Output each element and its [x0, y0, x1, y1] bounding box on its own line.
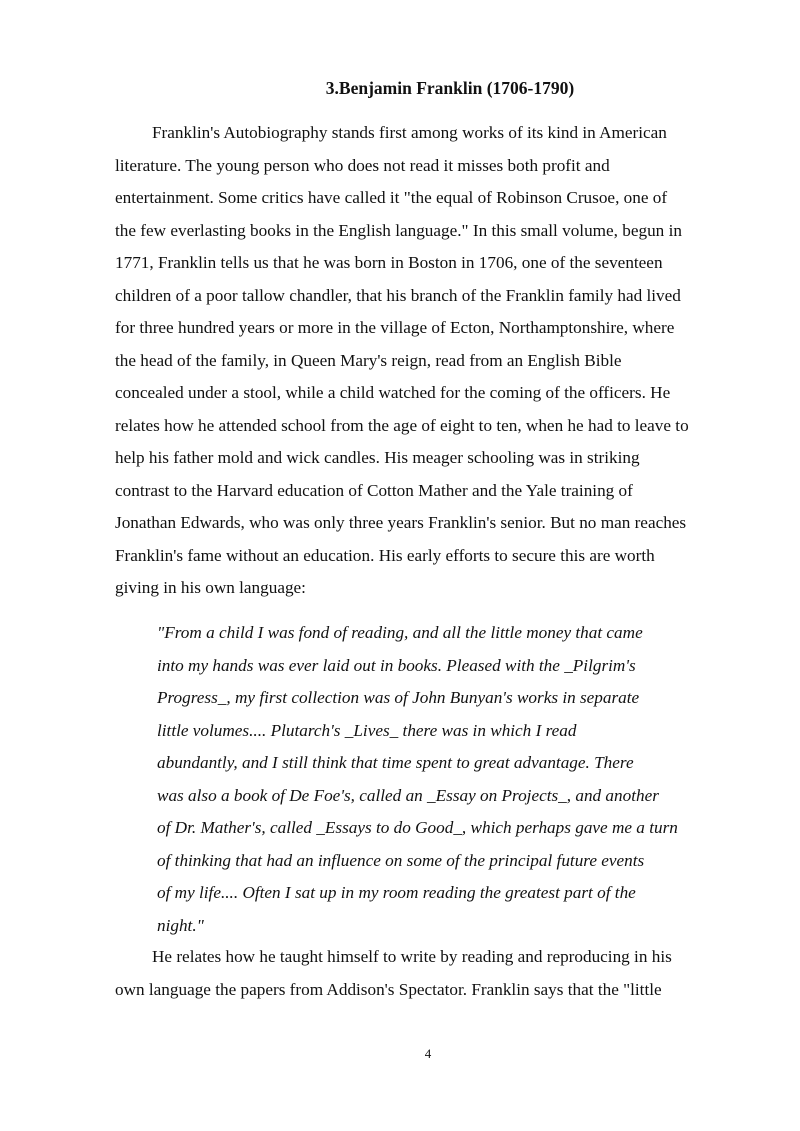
paragraph-line: 1771, Franklin tells us that he was born in Boston in 1706, one of the seventeen [115, 253, 663, 272]
paragraph-line: giving in his own language: [115, 578, 306, 597]
paragraph-line: for three hundred years or more in the village of Ecton, Northamptonshire, where [115, 318, 675, 337]
paragraph-line: concealed under a stool, while a child watched for the coming of the officers. He [115, 383, 671, 402]
quote-line: into my hands was ever laid out in books. Pleased with the _Pilgrim's [157, 655, 636, 675]
paragraph-1 [115, 117, 755, 605]
paragraph-line: Franklin's fame without an education. His early efforts to secure this are worth [115, 545, 655, 565]
quote-line: of thinking that had an influence on some of the principal future events [157, 850, 645, 870]
quote-line: of Dr. Mather's, called _Essays to do Good_, which perhaps gave me a turn [157, 818, 678, 837]
paragraph-line: contrast to the Harvard education of Cotton Mather and the Yale training of [115, 480, 633, 500]
paragraph-line: children of a poor tallow chandler, that his branch of the Franklin family had lived [115, 285, 681, 305]
paragraph-line: He relates how he taught himself to write by reading and reproducing in his [152, 947, 672, 966]
quote-line: of my life.... Often I sat up in my room reading the greatest part of the [157, 883, 636, 902]
paragraph-line: relates how he attended school from the age of eight to ten, when he had to leave to [115, 415, 689, 435]
paragraph-line: Franklin's Autobiography stands first among works of its kind in American [152, 123, 667, 142]
paragraph-line: the head of the family, in Queen Mary's reign, read from an English Bible [115, 350, 622, 370]
quote-line: Progress_, my first collection was of John Bunyan's works in separate [157, 688, 640, 707]
quote-line: abundantly, and I still think that time spent to great advantage. There [157, 753, 634, 772]
quote-line: "From a child I was fond of reading, and all the little money that came [157, 623, 643, 642]
page-number: 4 [424, 1046, 432, 1061]
paragraph-line: own language the papers from Addison's Spectator. Franklin says that the "little [115, 979, 662, 999]
quote-line: little volumes.... Plutarch's _Lives_ there was in which I read [157, 720, 577, 740]
paragraph-line: help his father mold and wick candles. His meager schooling was in striking [115, 448, 640, 467]
paragraph-line: literature. The young person who does not read it misses both profit and [115, 155, 610, 175]
page-title: 3.Benjamin Franklin (1706-1790) [325, 78, 575, 98]
quote-line: was also a book of De Foe's, called an _Essay on Projects_, and another [157, 785, 659, 805]
paragraph-line: the few everlasting books in the English language." In this small volume, begun in [115, 220, 682, 240]
paragraph-line: entertainment. Some critics have called it "the equal of Robinson Crusoe, one of [115, 188, 668, 207]
paragraph-2 [115, 941, 755, 1006]
block-quote [157, 617, 757, 942]
paragraph-line: Jonathan Edwards, who was only three years Franklin's senior. But no man reaches [115, 513, 687, 532]
quote-line: night." [157, 915, 204, 935]
